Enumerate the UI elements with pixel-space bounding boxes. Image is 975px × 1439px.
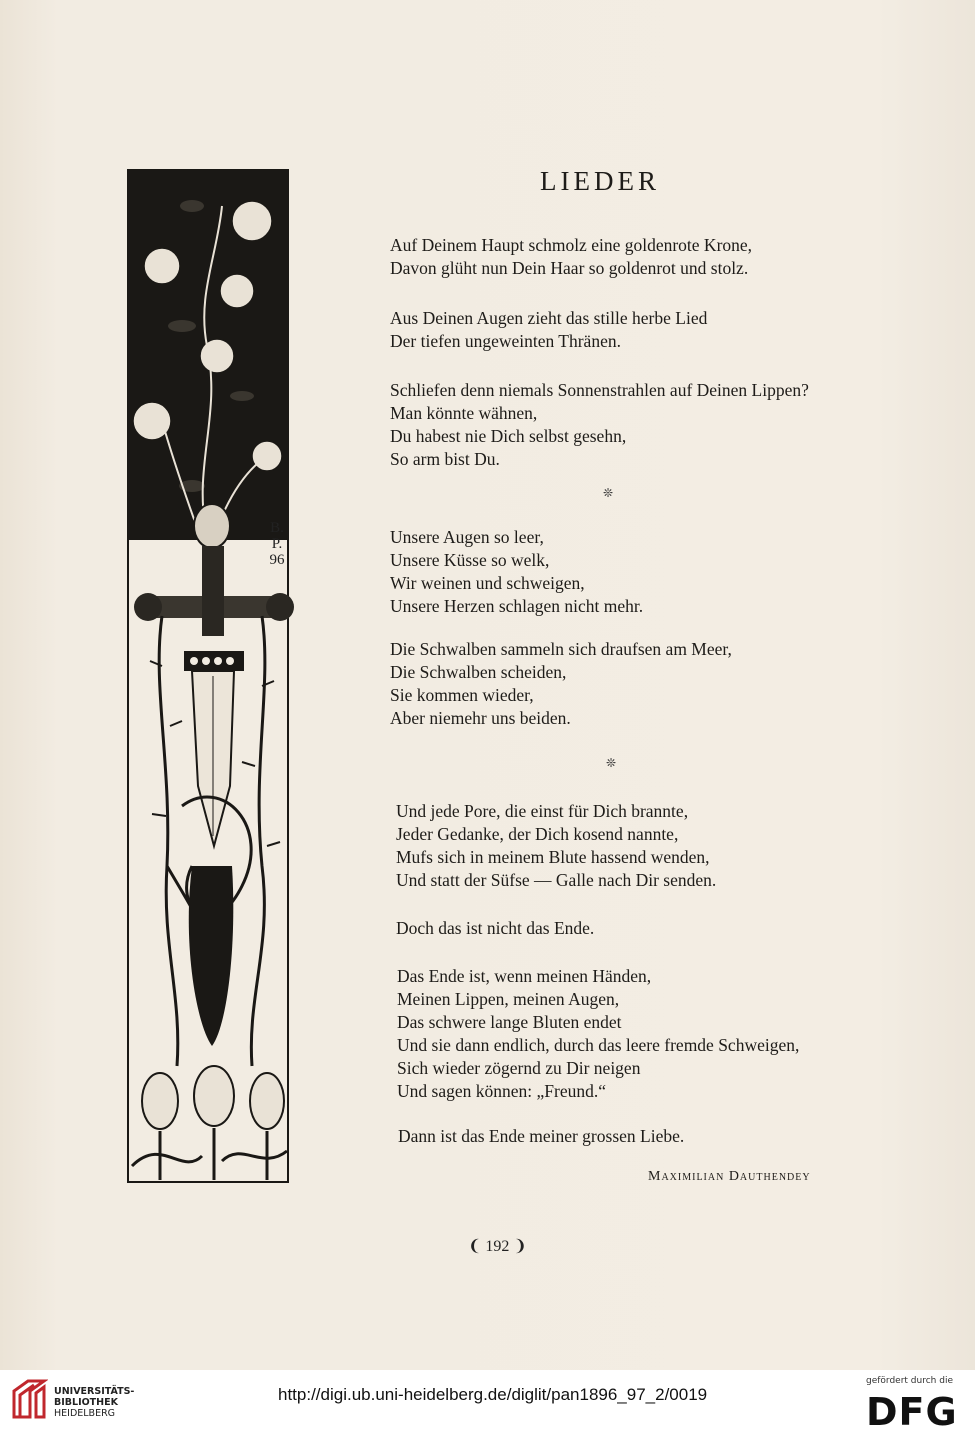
verse-line: Mufs sich in meinem Blute hassend wenden, [396,847,710,867]
verse-line: Jeder Gedanke, der Dich kosend nannte, [396,824,679,844]
verse-line: Meinen Lippen, meinen Augen, [397,989,620,1009]
verse-line: Der tiefen ungeweinten Thränen. [390,331,621,351]
verse-line: Wir weinen und schweigen, [390,573,585,593]
verse-line: Die Schwalben sammeln sich draufsen am Meer, [390,639,732,659]
verse-line: Das Ende ist, wenn meinen Händen, [397,966,652,986]
funding-label: gefördert durch die [866,1376,953,1386]
verse-line: Doch das ist nicht das Ende. [396,918,595,938]
university-library-name [54,1386,134,1419]
verse-line: Und sagen können: „Freund.“ [397,1081,606,1101]
monogram-line: 96 [269,552,285,568]
verse-line: Und jede Pore, die einst für Dich brannte, [396,801,689,821]
verse-line: Unsere Küsse so welk, [390,550,550,570]
stanza-3 [390,379,890,471]
verse-line: Auf Deinem Haupt schmolz eine goldenrote Krone, [390,235,753,255]
art-nouveau-dagger-illustration [122,166,294,1186]
verse-line: Unsere Augen so leer, [390,527,544,547]
page-number: ❨ 192 ❩ [468,1238,527,1255]
stanza-6 [396,800,896,892]
university-library-logo-icon [10,1377,48,1421]
verse-line: Du habest nie Dich selbst gesehn, [390,426,627,446]
permalink-url[interactable]: http://digi.ub.uni-heidelberg.de/diglit/pan1896_97_2/0019 [278,1385,708,1404]
verse-line: Aber niemehr uns beiden. [390,708,571,728]
verse-line: Schliefen denn niemals Sonnenstrahlen auf Deinen Lippen? [390,380,809,400]
stanza-9 [398,1125,898,1148]
monogram-line: P. [271,536,283,552]
verse-line: Dann ist das Ende meiner grossen Liebe. [398,1126,685,1146]
stanza-4 [390,526,890,618]
monogram-line: B. [270,520,284,536]
verse-line: Unsere Herzen schlagen nicht mehr. [390,596,644,616]
library-line: HEIDELBERG [54,1408,116,1419]
author-signature: Maximilian Dauthendey [648,1169,811,1184]
library-line: UNIVERSITÄTS- [54,1386,135,1397]
stanza-8 [397,965,897,1103]
stanza-5 [390,638,890,730]
verse-line: Das schwere lange Bluten endet [397,1012,622,1032]
poem-title: LIEDER [540,166,660,196]
library-line: BIBLIOTHEK [54,1397,118,1408]
verse-line: Davon glüht nun Dein Haar so goldenrot und stolz. [390,258,749,278]
verse-line: Sie kommen wieder, [390,685,534,705]
verse-line: So arm bist Du. [390,449,500,469]
verse-line: Aus Deinen Augen zieht das stille herbe Lied [390,308,708,328]
dfg-logo: DFG [866,1390,958,1434]
stanza-2 [390,307,890,353]
stanza-7 [396,917,896,940]
section-separator: ❊ [603,486,614,500]
verse-line: Und sie dann endlich, durch das leere fremde Schweigen, [397,1035,800,1055]
verse-line: Und statt der Süfse — Galle nach Dir senden. [396,870,717,890]
verse-line: Man könnte wähnen, [390,403,538,423]
stanza-1 [390,234,890,280]
verse-line: Die Schwalben scheiden, [390,662,567,682]
artist-monogram [262,520,292,568]
verse-line: Sich wieder zögernd zu Dir neigen [397,1058,641,1078]
section-separator: ❊ [606,756,617,770]
